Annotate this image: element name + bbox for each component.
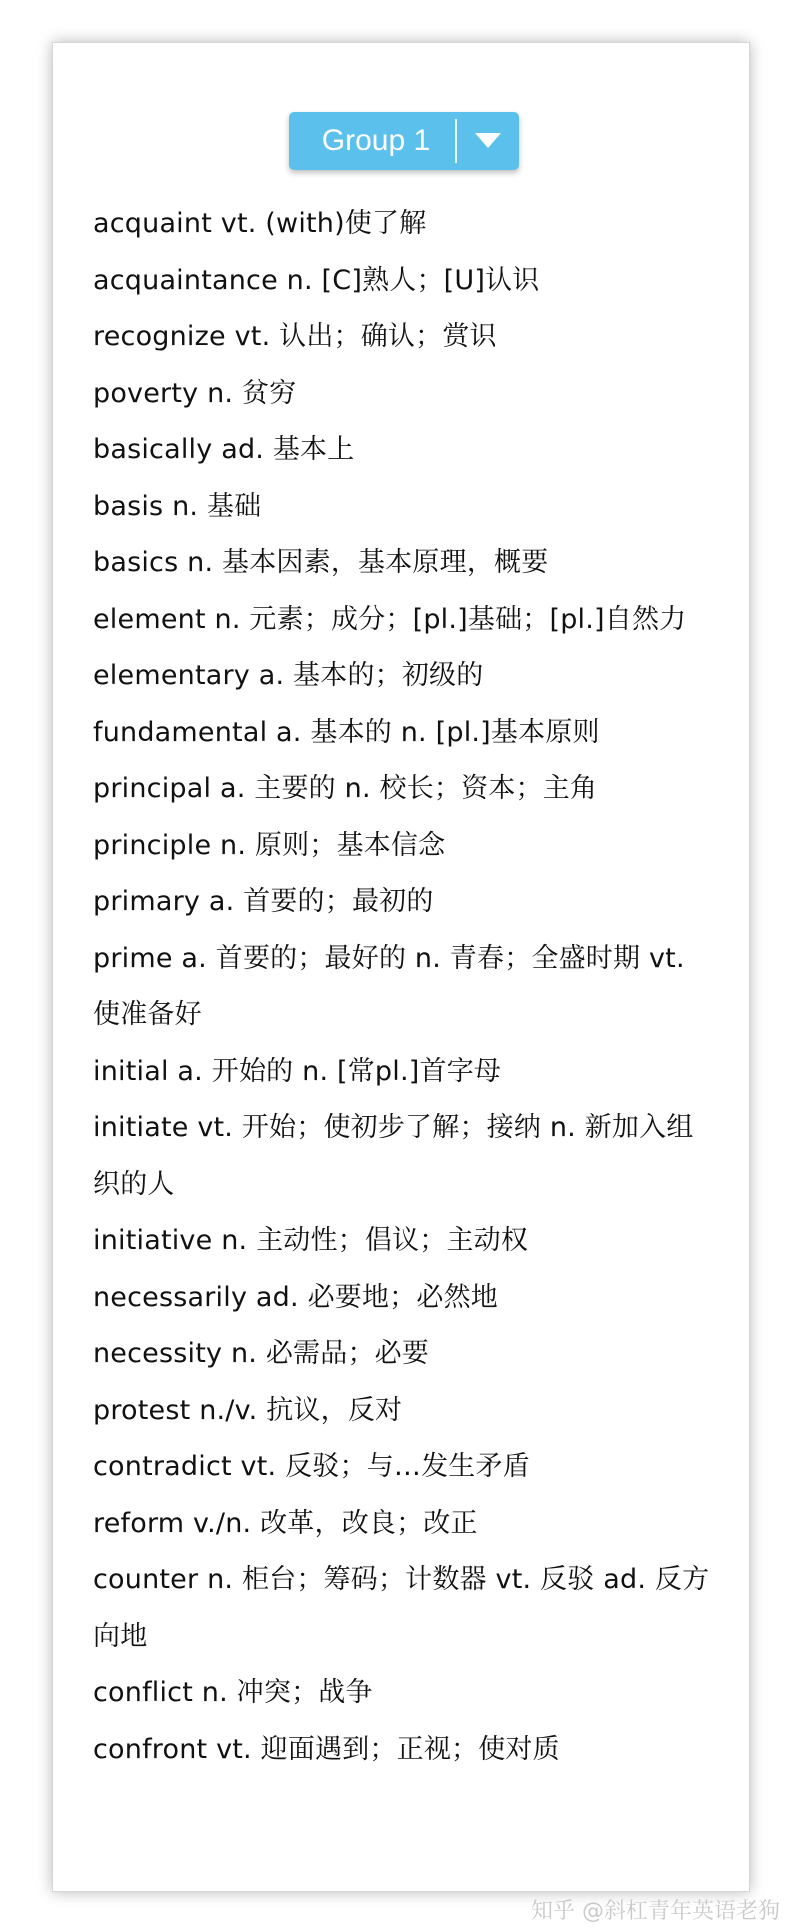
group-dropdown[interactable] — [289, 112, 519, 170]
vocabulary-item: basically ad. 基本上 — [93, 434, 355, 465]
vocabulary-item: recognize vt. 认出；确认；赏识 — [93, 321, 497, 352]
vocabulary-item: element n. 元素；成分；[pl.]基础；[pl.]自然力 — [93, 603, 687, 635]
word-list-card — [52, 42, 750, 1892]
vocabulary-item: primary a. 首要的；最初的 — [93, 886, 434, 917]
vocabulary-item: necessarily ad. 必要地；必然地 — [93, 1281, 498, 1313]
vocabulary-item: principle n. 原则；基本信念 — [93, 829, 446, 861]
vocabulary-item: initiate vt. 开始；使初步了解；接纳 n. 新加入组织的人 — [93, 1112, 694, 1200]
vocabulary-item: elementary a. 基本的；初级的 — [93, 660, 484, 691]
vocabulary-item: initial a. 开始的 n. [常pl.]首字母 — [93, 1055, 502, 1087]
vocabulary-item: reform v./n. 改革，改良；改正 — [93, 1507, 478, 1539]
vocabulary-item: contradict vt. 反驳；与…发生矛盾 — [93, 1451, 530, 1482]
vocabulary-item: poverty n. 贫穷 — [93, 377, 297, 409]
vocabulary-item: confront vt. 迎面遇到；正视；使对质 — [93, 1733, 560, 1765]
vocabulary-item: acquaint vt. (with)使了解 — [93, 208, 427, 239]
vocabulary-item: fundamental a. 基本的 n. [pl.]基本原则 — [93, 716, 600, 748]
watermark: 知乎 @斜杠青年英语老狗 — [531, 1899, 780, 1924]
vocabulary-item: conflict n. 冲突；战争 — [93, 1677, 373, 1708]
triangle-down-icon[interactable] — [457, 112, 519, 170]
vocabulary-item: necessity n. 必需品；必要 — [93, 1338, 430, 1369]
vocabulary-list — [93, 196, 718, 1778]
vocabulary-item: counter n. 柜台；筹码；计数器 vt. 反驳 ad. 反方向地 — [93, 1564, 710, 1652]
vocabulary-item: initiative n. 主动性；倡议；主动权 — [93, 1225, 529, 1256]
vocabulary-item: prime a. 首要的；最好的 n. 青春；全盛时期 vt. 使准备好 — [93, 942, 685, 1030]
vocabulary-item: basis n. 基础 — [93, 490, 262, 522]
group-dropdown-label: Group 1 — [321, 124, 431, 157]
vocabulary-item: protest n./v. 抗议，反对 — [93, 1394, 403, 1426]
vocabulary-item: principal a. 主要的 n. 校长；资本；主角 — [93, 773, 598, 804]
vocabulary-item: acquaintance n. [C]熟人；[U]认识 — [93, 264, 540, 296]
vocabulary-item: basics n. 基本因素，基本原理，概要 — [93, 547, 549, 578]
